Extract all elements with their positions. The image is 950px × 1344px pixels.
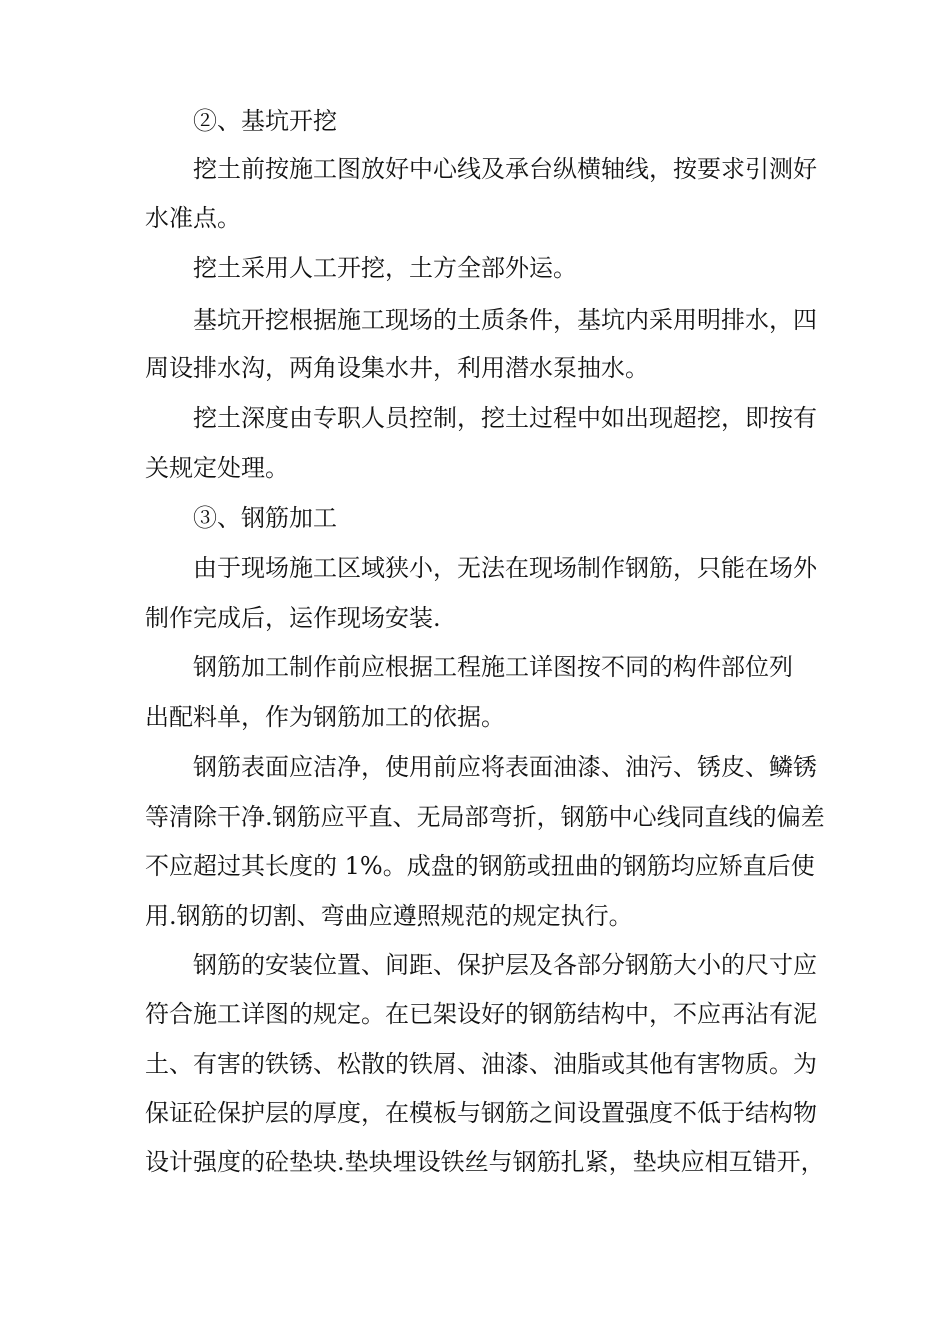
paragraph-line: 挖土深度由专职人员控制，挖土过程中如出现超挖，即按有 — [193, 404, 817, 432]
paragraph-line: 等清除干净.钢筋应平直、无局部弯折，钢筋中心线同直线的偏差 — [145, 803, 825, 831]
paragraph-line: 由于现场施工区域狭小，无法在现场制作钢筋，只能在场外 — [193, 554, 817, 582]
paragraph-line: 出配料单，作为钢筋加工的依据。 — [145, 703, 505, 731]
paragraph-line: 设计强度的砼垫块.垫块埋设铁丝与钢筋扎紧，垫块应相互错开， — [145, 1148, 825, 1176]
paragraph-line: 不应超过其长度的 1%。成盘的钢筋或扭曲的钢筋均应矫直后使 — [145, 852, 815, 880]
paragraph-line: 用.钢筋的切割、弯曲应遵照规范的规定执行。 — [145, 902, 633, 930]
paragraph-line: 钢筋的安装位置、间距、保护层及各部分钢筋大小的尺寸应 — [193, 951, 817, 979]
paragraph-line: 挖土前按施工图放好中心线及承台纵横轴线，按要求引测好 — [193, 155, 817, 183]
paragraph-line: 保证砼保护层的厚度，在模板与钢筋之间设置强度不低于结构物 — [145, 1099, 817, 1127]
section-heading-rebar: ③、钢筋加工 — [193, 504, 337, 532]
paragraph-line: 水准点。 — [145, 204, 241, 232]
paragraph-line: 符合施工详图的规定。在已架设好的钢筋结构中，不应再沾有泥 — [145, 1000, 817, 1028]
paragraph-line: 挖土采用人工开挖，土方全部外运。 — [193, 254, 577, 282]
paragraph-line: 周设排水沟，两角设集水井，利用潜水泵抽水。 — [145, 354, 649, 382]
paragraph-line: 基坑开挖根据施工现场的土质条件，基坑内采用明排水，四 — [193, 306, 817, 334]
paragraph-line: 制作完成后，运作现场安装. — [145, 604, 441, 632]
section-heading-excavation: ②、基坑开挖 — [193, 107, 337, 135]
paragraph-line: 钢筋加工制作前应根据工程施工详图按不同的构件部位列 — [193, 653, 793, 681]
paragraph-line: 钢筋表面应洁净，使用前应将表面油漆、油污、锈皮、鳞锈 — [193, 753, 817, 781]
paragraph-line: 土、有害的铁锈、松散的铁屑、油漆、油脂或其他有害物质。为 — [145, 1050, 817, 1078]
paragraph-line: 关规定处理。 — [145, 454, 289, 482]
